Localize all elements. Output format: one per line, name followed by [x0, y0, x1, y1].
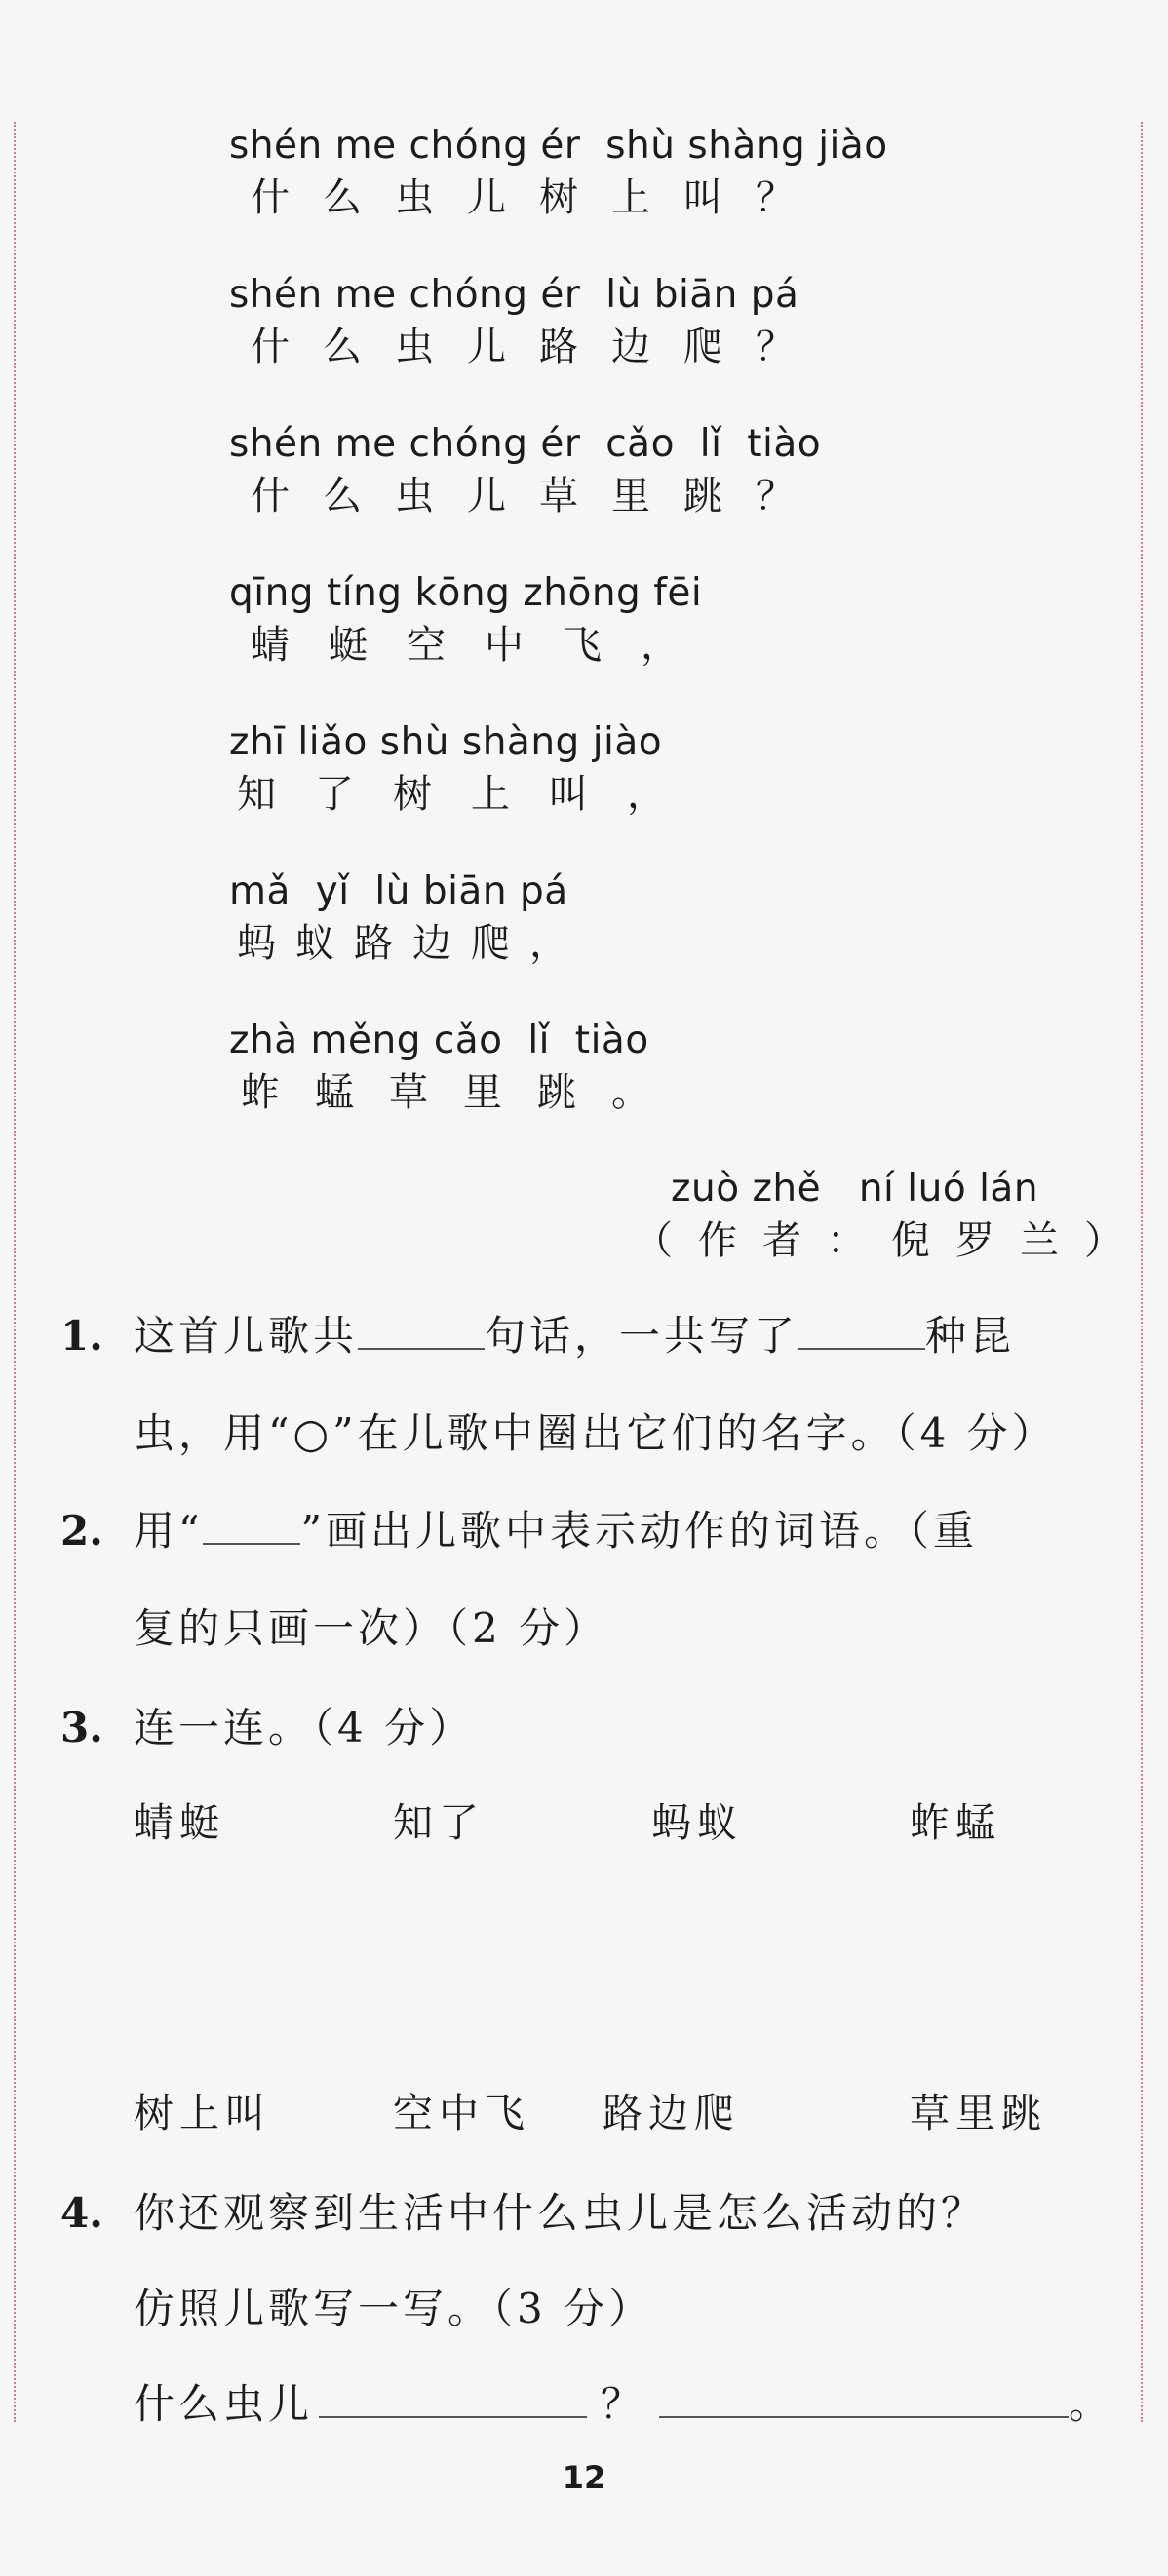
question-4-line-3: [134, 2380, 1114, 2428]
question-text: 这首儿歌共: [134, 1312, 359, 1360]
left-margin-dotted-line: [14, 122, 16, 2422]
question-2-line-1: [134, 1507, 978, 1555]
author-name: （作者：倪罗兰）: [634, 1218, 1149, 1263]
poem-hanzi: 蜻蜓空中飞，: [251, 623, 719, 668]
answer-blank[interactable]: [319, 2416, 587, 2418]
page-number: 12: [562, 2459, 606, 2496]
question-4-line-2: 仿照儿歌写一写。（3 分）: [134, 2285, 654, 2332]
question-3-line-1: 连一连。（4 分）: [134, 1704, 475, 1751]
poem-hanzi: 蚱蜢草里跳。: [241, 1070, 685, 1115]
right-margin-dotted-line: [1141, 122, 1143, 2422]
match-top-word[interactable]: 蚂蚁: [651, 1799, 743, 1846]
poem-pinyin: shén me chóng ér shù shàng jiào: [229, 124, 888, 168]
poem-hanzi: 蚂蚁路边爬，: [237, 921, 588, 966]
poem-line: [229, 124, 888, 220]
poem-pinyin: mǎ yǐ lù biān pá: [229, 869, 568, 913]
question-text: 。: [1069, 2380, 1114, 2428]
poem-line: [229, 1019, 685, 1115]
poem-pinyin: zhà měng cǎo lǐ tiào: [229, 1019, 649, 1062]
poem-line: [229, 720, 705, 817]
match-top-word[interactable]: 蜻蜓: [134, 1799, 225, 1846]
answer-blank[interactable]: [358, 1348, 485, 1350]
match-bottom-word[interactable]: 路边爬: [603, 2090, 740, 2136]
answer-blank[interactable]: [798, 1348, 925, 1350]
question-number: 2.: [60, 1507, 103, 1555]
question-number: 3.: [60, 1704, 103, 1751]
poem-line: [229, 273, 828, 369]
question-text: ”画出儿歌中表示动作的词语。（重: [300, 1507, 978, 1555]
poem-pinyin: shén me chóng ér cǎo lǐ tiào: [229, 422, 822, 466]
poem-author: [634, 1167, 1149, 1263]
question-text: 种昆: [925, 1312, 1016, 1360]
poem-line: [229, 571, 719, 668]
match-top-word[interactable]: 知了: [393, 1799, 485, 1846]
question-number: 4.: [60, 2189, 103, 2237]
poem-line: [229, 422, 828, 519]
question-1-line-1: [134, 1312, 1016, 1360]
match-top-word[interactable]: 蚱蜢: [910, 1799, 1001, 1846]
match-bottom-word[interactable]: 空中飞: [393, 2090, 530, 2136]
question-2-line-2: 复的只画一次）（2 分）: [134, 1604, 609, 1652]
question-text: ？: [601, 2380, 646, 2428]
question-text: 句话，一共写了: [485, 1312, 799, 1360]
poem-hanzi: 什么虫儿树上叫？: [251, 175, 828, 220]
poem-hanzi: 知了树上叫，: [237, 772, 705, 817]
author-pinyin: zuò zhě ní luó lán: [671, 1167, 1039, 1211]
poem-hanzi: 什么虫儿草里跳？: [251, 474, 828, 519]
poem-pinyin: zhī liǎo shù shàng jiào: [229, 720, 663, 764]
question-4-line-1: 你还观察到生活中什么虫儿是怎么活动的？: [134, 2189, 987, 2237]
question-1-line-2: 虫，用“○”在儿歌中圈出它们的名字。（4 分）: [134, 1409, 1057, 1457]
answer-blank[interactable]: [659, 2416, 1069, 2418]
match-bottom-word[interactable]: 草里跳: [910, 2090, 1047, 2136]
question-text: 什么虫儿: [134, 2380, 314, 2428]
poem-pinyin: shén me chóng ér lù biān pá: [229, 273, 799, 317]
poem-line: [229, 869, 588, 966]
poem-pinyin: qīng tíng kōng zhōng fēi: [229, 571, 703, 615]
question-text: 用“: [134, 1507, 204, 1555]
poem-hanzi: 什么虫儿路边爬？: [251, 325, 828, 369]
match-bottom-word[interactable]: 树上叫: [134, 2090, 271, 2136]
underline-sample: [203, 1543, 300, 1545]
question-number: 1.: [60, 1312, 103, 1360]
